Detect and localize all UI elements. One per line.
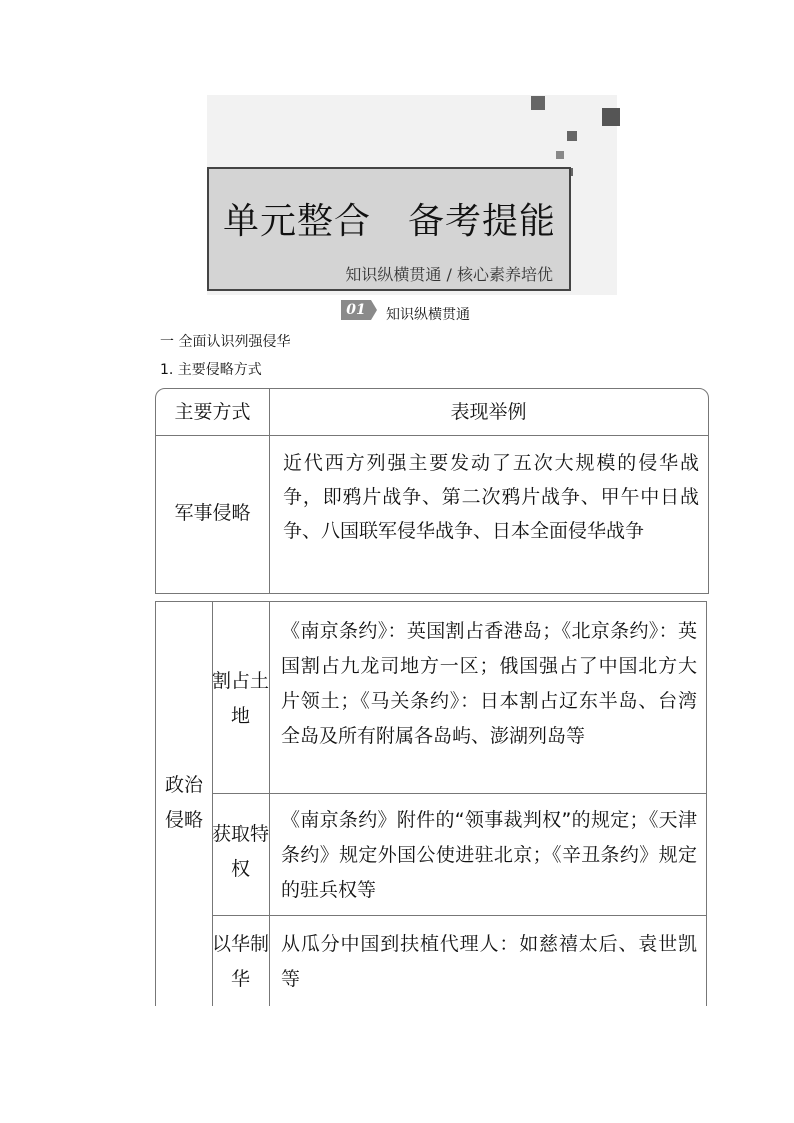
sub-text-proxy: 从瓜分中国到扶植代理人：如慈禧太后、袁世凯等 [281, 933, 697, 990]
heading-level2: 1. 主要侵略方式 [160, 362, 262, 378]
section-title: 知识纵横贯通 [386, 307, 470, 323]
decor-square [602, 108, 620, 126]
banner [207, 167, 571, 291]
row-label-military: 军事侵略 [174, 502, 251, 524]
table-military [155, 388, 709, 594]
row-text-military: 近代西方列强主要发动了五次大规模的侵华战争，即鸦片战争、第二次鸦片战争、甲午中日战争、八国联军侵华战争、日本全面侵华战争 [283, 452, 699, 542]
sub-text-territory: 《南京条约》：英国割占香港岛；《北京条约》：英国割占九龙司地方一区；俄国强占了中国北方大片领土；《马关条约》：日本割占辽东半岛、台湾全岛及所有附属各岛屿、澎湖列岛等 [281, 620, 697, 747]
sub-label-privileges: 获取特权 [212, 823, 270, 880]
row-label-political: 政治侵略 [164, 774, 203, 831]
heading-level1: 一 全面认识列强侵华 [160, 334, 291, 350]
table-header-examples: 表现举例 [450, 401, 527, 423]
sub-label-proxy: 以华制华 [212, 933, 270, 990]
sub-text-privileges: 《南京条约》附件的“领事裁判权”的规定；《天津条约》规定外国公使进驻北京；《辛丑条约》规定的驻兵权等 [281, 809, 697, 901]
decor-square [567, 131, 577, 141]
banner-title: 单元整合 备考提能 [223, 201, 557, 242]
sub-label-territory: 割占土地 [212, 670, 270, 727]
table-political [155, 601, 707, 1006]
table-header-method: 主要方式 [174, 401, 251, 423]
banner-subtitle: 知识纵横贯通 / 核心素养培优 [345, 265, 553, 284]
decor-square [556, 151, 564, 159]
decor-square [531, 96, 545, 110]
section-badge: 01 [341, 300, 371, 320]
